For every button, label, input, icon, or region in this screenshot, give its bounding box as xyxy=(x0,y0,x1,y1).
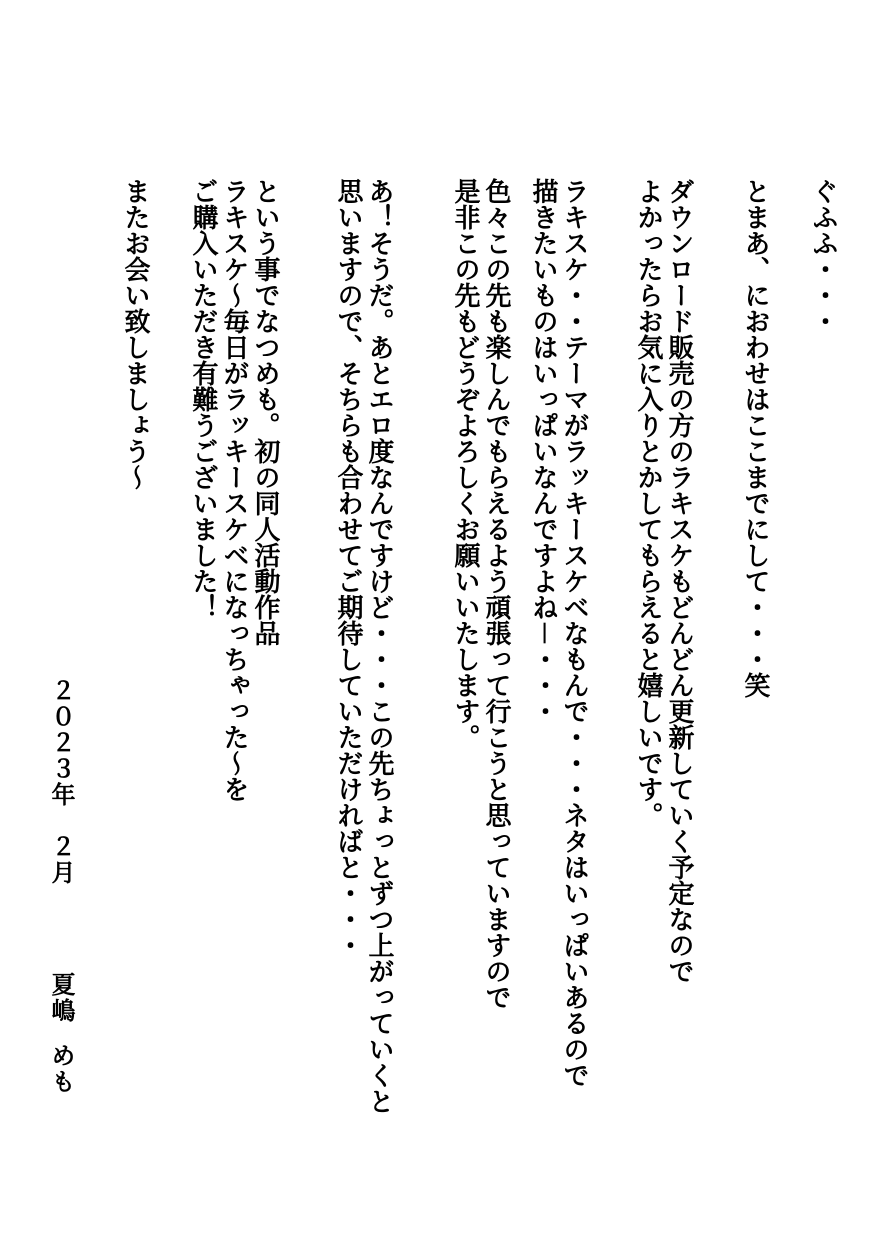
signature-author-given: めも xyxy=(47,1043,75,1095)
text-line: 思いますので、そちらも合わせてご期待していただければと・・・ xyxy=(333,178,363,958)
text-line: よかったらお気に入りとかしてもらえると嬉しいです。 xyxy=(633,178,663,828)
text-line: ご購入いただき有難うございました！ xyxy=(188,178,218,620)
text-line: ダウンロード販売の方のラキスケもどんどん更新していく予定なので xyxy=(664,178,694,984)
text-line: ラキスケ～毎日がラッキースケベになっちゃった～を xyxy=(219,178,249,802)
text-line: とまあ、におわせはここまでにして・・・笑 xyxy=(740,178,770,698)
signature-author-family: 夏嶋 xyxy=(47,972,75,1024)
signature-date: ２０２３年 ２月 xyxy=(47,678,75,886)
text-line: 描きたいものはいっぱいなんですよね－・・・ xyxy=(528,178,558,724)
text-line: という事でなつめも。初の同人活動作品 xyxy=(250,178,280,646)
text-line: 是非この先もどうぞよろしくお願いいたします。 xyxy=(450,178,480,750)
text-line: あ！そうだ。あとエロ度なんですけど・・・この先ちょっとずつ上がっていくと xyxy=(364,178,394,1114)
text-line: 色々この先も楽しんでもらえるよう頑張って行こうと思っていますので xyxy=(481,178,511,1010)
text-line: またお会い致しましょう～ xyxy=(120,178,150,490)
text-line: ラキスケ・・テーマがラッキースケベなもんで・・・ネタはいっぱいあるので xyxy=(559,178,589,1088)
text-line: ぐふふ・・・ xyxy=(808,178,838,334)
